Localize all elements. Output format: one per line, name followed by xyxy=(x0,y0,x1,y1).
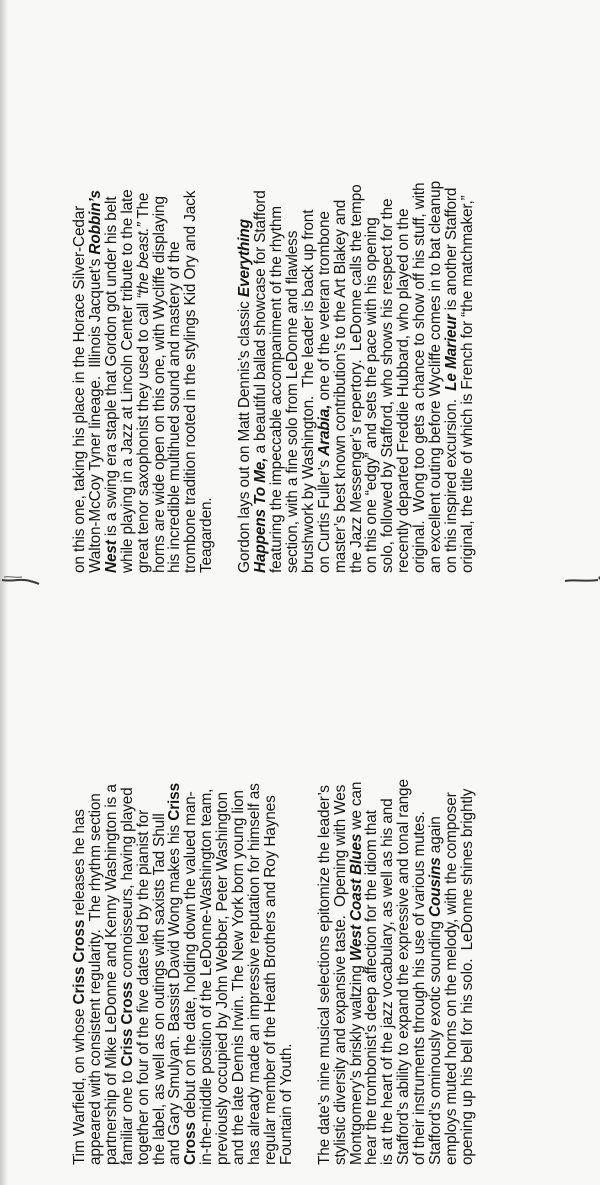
paragraph xyxy=(237,53,476,573)
text-segment: the Jazz Messenger’s repertory. LeDonne calls the tempo xyxy=(347,184,365,573)
text-line xyxy=(317,645,333,1165)
liner-notes-column-right xyxy=(72,53,498,573)
text-line xyxy=(136,645,152,1165)
text-line xyxy=(301,53,317,573)
emphasized-title: Everything xyxy=(236,219,254,298)
emphasized-title: Criss Cross xyxy=(118,981,136,1067)
text-line xyxy=(152,645,168,1165)
text-line xyxy=(136,53,152,573)
text-line xyxy=(428,645,444,1165)
text-line xyxy=(199,645,215,1165)
text-line xyxy=(231,645,247,1165)
text-segment: releases he has xyxy=(71,809,88,920)
text-segment: Stafford’s ominously exotic sounding xyxy=(427,917,445,1165)
text-segment: Montgomery’s briskly waltzing xyxy=(347,961,365,1165)
text-line xyxy=(364,645,380,1165)
emphasized-title: Nest xyxy=(102,540,120,573)
text-line xyxy=(167,645,183,1165)
text-line xyxy=(333,645,349,1165)
text-segment: brushwork by Washington. The leader is back up front xyxy=(299,209,317,573)
text-line xyxy=(396,645,412,1165)
text-segment: one of the veteran trombone xyxy=(315,211,333,405)
text-segment: partnership of Mike LeDonne and Kenny Washington is a xyxy=(102,784,120,1165)
text-segment: previously occupied by John Webber, Peter Washington xyxy=(214,792,232,1165)
text-segment: original, the title of which is French for “the matchmaker,” xyxy=(458,195,476,573)
text-segment: Stafford’s ability to expand the expressive and tonal range xyxy=(395,779,413,1165)
text-line xyxy=(183,645,199,1165)
text-segment: is another Stafford xyxy=(442,187,460,315)
emphasized-title: “the beast.” xyxy=(134,222,152,299)
text-line xyxy=(444,53,460,573)
text-segment: employs muted horns on the melody, with the composer xyxy=(442,792,460,1165)
text-line xyxy=(152,53,168,573)
text-segment: we can xyxy=(347,781,365,834)
text-segment: is a swing era staple that Gordon got under his belt xyxy=(102,196,120,541)
text-line xyxy=(88,645,104,1165)
text-line xyxy=(88,53,104,573)
text-segment: featuring the impeccable accompaniment of the rhythm xyxy=(267,206,285,573)
text-segment: his incredible multihued sound and mastery of the xyxy=(166,241,184,573)
text-line xyxy=(396,53,412,573)
text-segment: recently departed Freddie Hubbard, who played on the xyxy=(395,208,413,573)
paragraph xyxy=(317,645,476,1165)
text-segment: Tim Warfield, on whose xyxy=(71,1004,88,1165)
text-line xyxy=(104,645,120,1165)
text-line xyxy=(380,53,396,573)
text-line xyxy=(279,645,295,1165)
fold-mark-icon xyxy=(562,560,600,600)
text-segment: The date’s nine musical selections epitomize the leader’s xyxy=(315,785,333,1165)
text-segment: familiar one to xyxy=(118,1066,136,1165)
text-segment: The xyxy=(134,192,152,223)
text-segment: again xyxy=(427,816,445,858)
emphasized-title: Cross xyxy=(182,1122,200,1165)
text-line xyxy=(364,53,380,573)
text-line xyxy=(349,53,365,573)
text-line xyxy=(247,645,263,1165)
text-line xyxy=(317,53,333,573)
text-segment: connoisseurs, having played xyxy=(118,787,136,982)
text-line xyxy=(199,53,215,573)
text-segment: regular member of the Heath Brothers and Roy Haynes xyxy=(261,795,279,1165)
text-segment: is at the heart of the jazz vocabulary, as well as his and xyxy=(379,798,397,1165)
text-line xyxy=(380,645,396,1165)
text-segment: a beautiful ballad showcase for Stafford xyxy=(252,190,270,458)
emphasized-title: Happens To Me, xyxy=(252,457,270,573)
text-line xyxy=(72,645,88,1165)
text-segment: Fountain of Youth. xyxy=(277,1043,295,1165)
text-line xyxy=(120,645,136,1165)
text-segment: on this one “edgy” and sets the pace with his opening xyxy=(363,217,381,573)
text-segment: in-the-middle position of the LeDonne-Washington team, xyxy=(198,788,216,1165)
emphasized-title: Arabia, xyxy=(315,404,333,456)
text-segment: Teagarden. xyxy=(198,497,216,573)
text-line xyxy=(237,53,253,573)
emphasized-title: Robbin’s xyxy=(86,190,104,255)
text-segment: opening up his bell for his solo. LeDonne shines brightly xyxy=(458,788,476,1165)
text-segment: master’s best known contribution’s to the Art Blakey and xyxy=(331,199,349,573)
text-segment: Gordon lays out on Matt Dennis’s classic xyxy=(236,297,254,573)
text-line xyxy=(72,53,88,573)
emphasized-title: Criss Cross xyxy=(71,919,88,1005)
text-segment: great tenor saxophonist they used to call xyxy=(134,298,152,573)
text-line xyxy=(460,645,476,1165)
text-line xyxy=(412,645,428,1165)
text-line xyxy=(215,645,231,1165)
text-line xyxy=(269,53,285,573)
paragraph xyxy=(72,645,295,1165)
text-line xyxy=(460,53,476,573)
text-segment: an excellent outing before Wycliffe comes in to bat cleanup xyxy=(427,181,445,573)
text-line xyxy=(349,645,365,1165)
text-segment: trombone tradition rooted in the stylings Kid Ory and Jack xyxy=(182,190,200,573)
emphasized-title: Criss xyxy=(166,783,184,821)
text-line xyxy=(285,53,301,573)
emphasized-title: Le Marieur xyxy=(442,314,460,391)
text-line xyxy=(333,53,349,573)
text-line xyxy=(444,645,460,1165)
text-line xyxy=(253,53,269,573)
fold-mark-icon xyxy=(0,560,40,600)
text-segment: and Gary Smulyan. Bassist David Wong makes his xyxy=(166,820,184,1165)
text-line xyxy=(263,645,279,1165)
paragraph xyxy=(72,53,215,573)
text-segment: horns are wide open on this one, with Wycliffe displaying xyxy=(150,196,168,573)
text-segment: on this one, taking his place in the Horace Silver-Cedar xyxy=(71,205,88,573)
text-segment: stylistic diversity and expansive taste. Opening with Wes xyxy=(331,784,349,1165)
text-segment: appeared with consistent regularity. The rhythm section xyxy=(86,793,104,1165)
text-line xyxy=(120,53,136,573)
text-line xyxy=(412,53,428,573)
text-line xyxy=(428,53,444,573)
text-line xyxy=(167,53,183,573)
text-segment: has already made an impressive reputation for himself as xyxy=(245,783,263,1165)
text-segment: while playing in a Jazz at Lincoln Center tribute to the late xyxy=(118,189,136,573)
text-line xyxy=(183,53,199,573)
text-segment: hear the trombonist’s deep affection for the idiom that xyxy=(363,810,381,1165)
text-segment: debut on the date, holding down the valued man- xyxy=(182,791,200,1123)
text-segment: section, with a fine solo from LeDonne and flawless xyxy=(283,230,301,573)
text-segment: original. Wong too gets a chance to show off his stuff, with xyxy=(411,182,429,573)
text-segment: on Curtis Fuller’s xyxy=(315,455,333,573)
text-segment: and the late Dennis Irwin. The New York born young lion xyxy=(230,790,248,1165)
liner-notes-column-left xyxy=(72,645,498,1165)
text-segment: Walton-McCoy Tyner lineage. Illinois Jacquet’s xyxy=(86,254,104,573)
text-line xyxy=(104,53,120,573)
emphasized-title: West Coast Blues xyxy=(347,833,365,962)
text-segment: the label, as well as on outings with saxists Tad Shull xyxy=(150,813,168,1165)
emphasized-title: Cousins xyxy=(427,857,445,918)
text-segment: together on four of the five dates led by the pianist for xyxy=(134,809,152,1165)
text-segment: of their instruments through his use of various mutes. xyxy=(411,811,429,1165)
text-segment: solo, followed by Stafford, who shows his respect for the xyxy=(379,198,397,573)
text-segment: on this inspired excursion. xyxy=(442,390,460,573)
